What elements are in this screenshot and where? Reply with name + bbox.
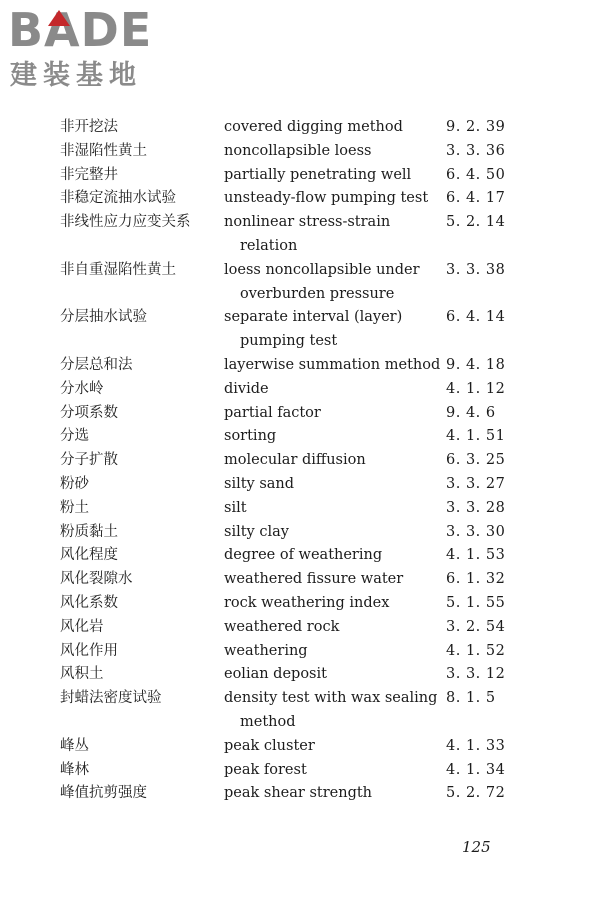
glossary-entry (0, 402, 600, 426)
glossary-entry (0, 735, 600, 759)
section-number: 6. 1. 32 (446, 571, 506, 588)
english-term-line: divide (224, 380, 269, 397)
chinese-term: 风化裂隙水 (60, 571, 133, 588)
glossary-entry (0, 592, 600, 616)
chinese-term: 风积土 (60, 666, 104, 683)
glossary-entry (0, 449, 600, 473)
chinese-term: 封蜡法密度试验 (60, 690, 162, 707)
section-number: 3. 3. 12 (446, 666, 506, 683)
chinese-term: 分项系数 (60, 404, 118, 421)
glossary-entry (0, 306, 600, 354)
section-number: 4. 1. 53 (446, 547, 506, 564)
english-term (224, 354, 441, 378)
english-term (224, 473, 436, 497)
english-term (224, 306, 436, 354)
english-term-line: layerwise summation method (224, 356, 441, 373)
english-term-line: sorting (224, 428, 277, 445)
english-term (224, 259, 436, 307)
chinese-term: 非完整井 (60, 166, 118, 183)
english-term-line: rock weathering index (224, 594, 390, 611)
english-term (224, 663, 436, 687)
page-number: 125 (462, 838, 491, 856)
glossary-entry (0, 568, 600, 592)
section-number: 4. 1. 33 (446, 737, 506, 754)
english-term (224, 687, 436, 735)
section-number: 3. 2. 54 (446, 618, 506, 635)
english-term-continuation: relation (240, 237, 298, 254)
section-number: 9. 4. 6 (446, 404, 496, 421)
english-term-line: weathered fissure water (224, 571, 404, 588)
english-term (224, 759, 436, 783)
glossary-entries (0, 116, 600, 806)
glossary-entry (0, 782, 600, 806)
logo-wordmark: BADE (8, 3, 153, 57)
chinese-term: 粉砂 (60, 475, 89, 492)
english-term (224, 782, 436, 806)
english-term (224, 140, 436, 164)
chinese-term: 风化作用 (60, 642, 118, 659)
glossary-entry (0, 354, 600, 378)
english-term (224, 640, 436, 664)
english-term-line: peak shear strength (224, 785, 373, 802)
glossary-entry (0, 116, 600, 140)
english-term (224, 449, 436, 473)
glossary-entry (0, 473, 600, 497)
chinese-term: 风化岩 (60, 618, 104, 635)
english-term-line: peak forest (224, 761, 307, 778)
english-term-line: weathering (224, 642, 308, 659)
english-term-line: partial factor (224, 404, 321, 421)
english-term-continuation: overburden pressure (240, 285, 395, 302)
chinese-term: 分选 (60, 428, 89, 445)
english-term-line: silt (224, 499, 247, 516)
english-term (224, 497, 436, 521)
chinese-term: 峰丛 (60, 737, 89, 754)
english-term (224, 187, 436, 211)
section-number: 3. 3. 27 (446, 475, 506, 492)
english-term-line: covered digging method (224, 119, 403, 135)
english-term-line: weathered rock (224, 618, 340, 635)
english-term-line: partially penetrating well (224, 166, 412, 183)
glossary-entry (0, 640, 600, 664)
chinese-term: 分子扩散 (60, 452, 118, 469)
glossary-entry (0, 164, 600, 188)
chinese-term: 粉质黏土 (60, 523, 118, 540)
section-number: 6. 4. 14 (446, 309, 506, 326)
bade-logo (8, 4, 178, 96)
english-term-continuation: pumping test (240, 333, 338, 350)
english-term (224, 735, 436, 759)
section-number: 5. 1. 55 (446, 594, 506, 611)
section-number: 9. 2. 39 (446, 119, 506, 135)
glossary-entry (0, 187, 600, 211)
english-term (224, 425, 436, 449)
glossary-entry (0, 425, 600, 449)
section-number: 8. 1. 5 (446, 690, 496, 707)
chinese-term: 非稳定流抽水试验 (60, 190, 176, 207)
english-term (224, 544, 436, 568)
section-number: 4. 1. 51 (446, 428, 506, 445)
section-number: 3. 3. 28 (446, 499, 506, 516)
section-number: 3. 3. 30 (446, 523, 506, 540)
chinese-term: 粉土 (60, 499, 89, 516)
section-number: 4. 1. 52 (446, 642, 506, 659)
section-number: 3. 3. 38 (446, 261, 506, 278)
chinese-term: 分层总和法 (60, 356, 133, 373)
chinese-term: 非湿陷性黄土 (60, 142, 147, 159)
english-term-line: degree of weathering (224, 547, 383, 564)
chinese-term: 分水岭 (60, 380, 104, 397)
section-number: 6. 3. 25 (446, 452, 506, 469)
chinese-term: 非开挖法 (60, 119, 118, 135)
chinese-term: 非自重湿陷性黄土 (60, 261, 176, 278)
english-term-continuation: method (240, 713, 296, 730)
english-term-line: molecular diffusion (224, 452, 366, 469)
glossary-entry (0, 259, 600, 307)
glossary-entry (0, 663, 600, 687)
glossary-entry (0, 211, 600, 259)
section-number: 9. 4. 18 (446, 356, 506, 373)
english-term-line: peak cluster (224, 737, 315, 754)
glossary-entry (0, 497, 600, 521)
glossary-entry (0, 687, 600, 735)
chinese-term: 峰值抗剪强度 (60, 785, 147, 802)
english-term (224, 211, 436, 259)
english-term (224, 592, 436, 616)
logo-accent-triangle-icon (48, 10, 70, 26)
section-number: 5. 2. 72 (446, 785, 506, 802)
section-number: 6. 4. 17 (446, 190, 506, 207)
glossary-entry (0, 544, 600, 568)
english-term (224, 164, 436, 188)
section-number: 4. 1. 34 (446, 761, 506, 778)
section-number: 3. 3. 36 (446, 142, 506, 159)
chinese-term: 非线性应力应变关系 (60, 214, 191, 231)
english-term-line: silty sand (224, 475, 295, 492)
english-term (224, 568, 436, 592)
glossary-entry (0, 616, 600, 640)
english-term-line: eolian deposit (224, 666, 327, 683)
english-term (224, 378, 436, 402)
chinese-term: 分层抽水试验 (60, 309, 147, 326)
section-number: 5. 2. 14 (446, 214, 506, 231)
english-term-line: noncollapsible loess (224, 142, 372, 159)
english-term (224, 116, 436, 140)
english-term-line: density test with wax sealing (224, 690, 438, 707)
chinese-term: 风化系数 (60, 594, 118, 611)
section-number: 4. 1. 12 (446, 380, 506, 397)
english-term (224, 402, 436, 426)
glossary-entry (0, 521, 600, 545)
glossary-entry (0, 378, 600, 402)
chinese-term: 风化程度 (60, 547, 118, 564)
glossary-entry (0, 759, 600, 783)
english-term-line: loess noncollapsible under (224, 261, 420, 278)
chinese-term: 峰林 (60, 761, 89, 778)
section-number: 6. 4. 50 (446, 166, 506, 183)
english-term-line: separate interval (layer) (224, 309, 403, 326)
english-term-line: nonlinear stress-strain (224, 214, 391, 231)
english-term-line: unsteady-flow pumping test (224, 190, 429, 207)
glossary-entry (0, 140, 600, 164)
english-term-line: silty clay (224, 523, 289, 540)
english-term (224, 616, 436, 640)
english-term (224, 521, 436, 545)
logo-subtitle: 建装基地 (10, 60, 142, 91)
